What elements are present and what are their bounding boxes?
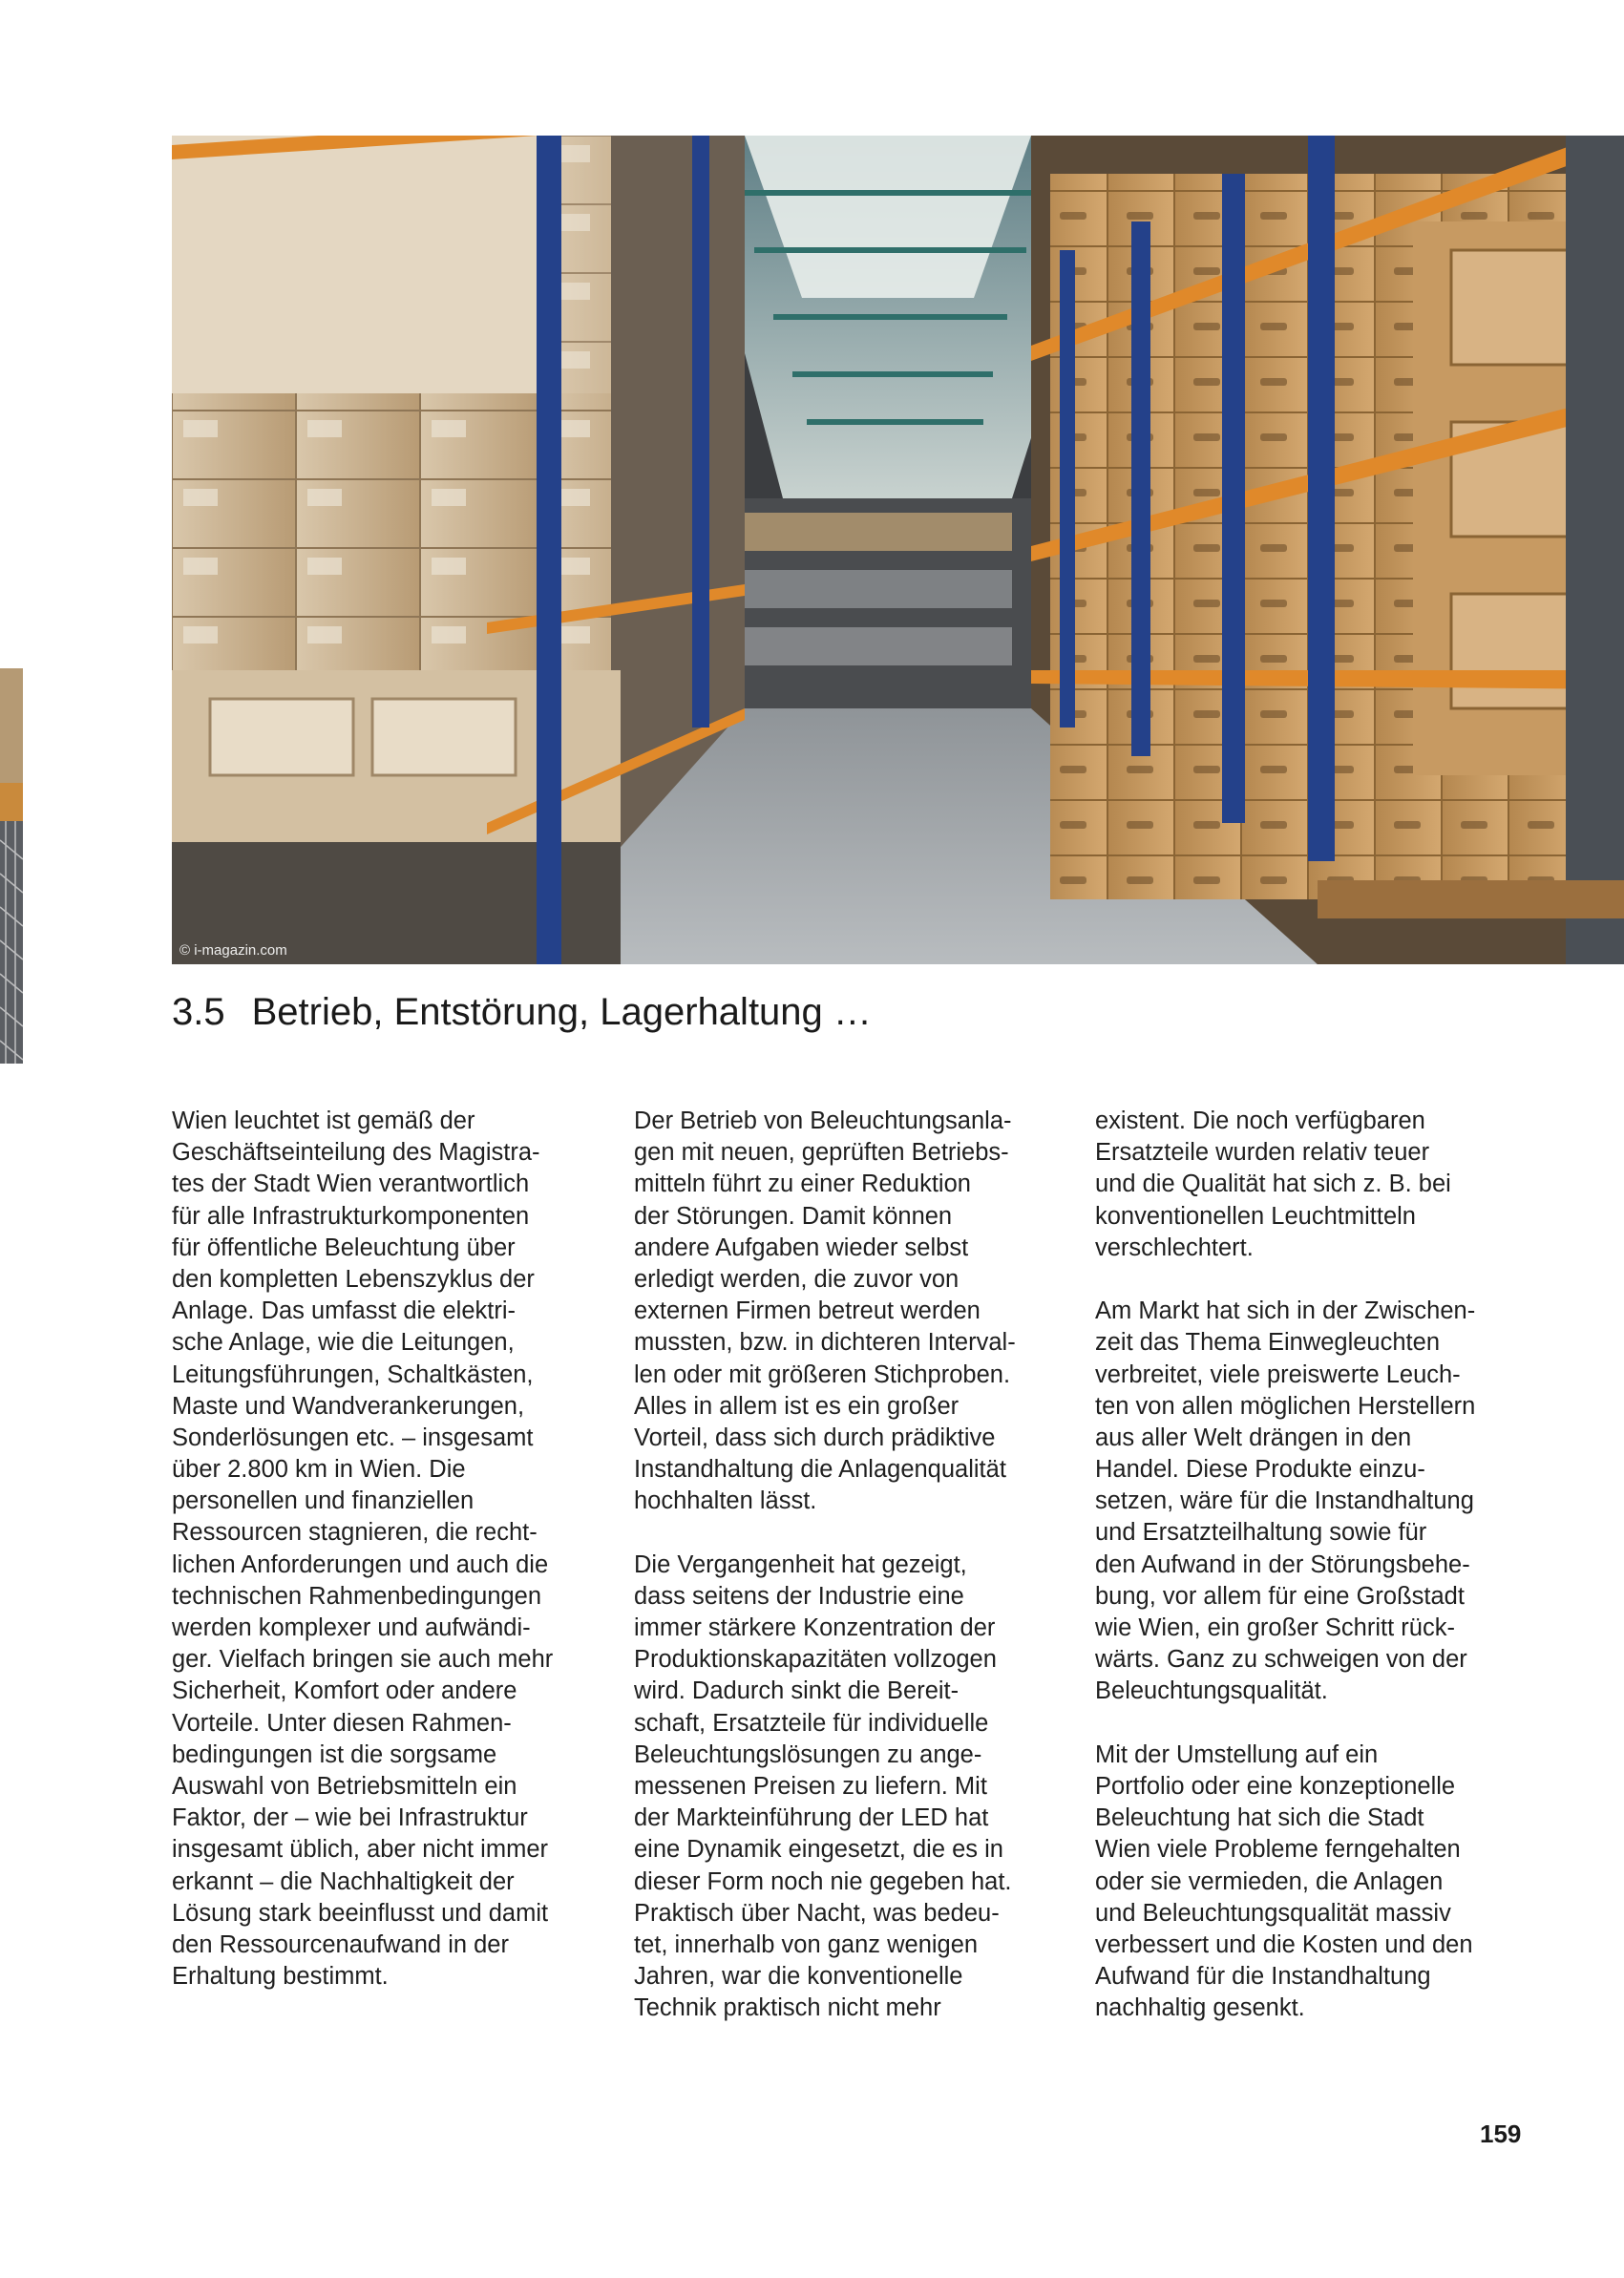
body-text-line: Vorteile. Unter diesen Rahmen-: [172, 1709, 512, 1737]
body-text-line: Beleuchtung hat sich die Stadt: [1095, 1804, 1424, 1832]
body-text-line: erkannt – die Nachhaltigkeit der: [172, 1867, 515, 1895]
body-text-line: Sonderlösungen etc. – insgesamt: [172, 1424, 534, 1451]
body-text-line: den Ressourcenaufwand in der: [172, 1930, 509, 1958]
body-text-line: Am Markt hat sich in der Zwischen-: [1095, 1297, 1476, 1325]
body-text-line: personellen und finanziellen: [172, 1487, 475, 1515]
text-column-3: [1095, 1106, 1525, 2024]
body-text-line: Leitungsführungen, Schaltkästen,: [172, 1360, 534, 1388]
text-column-1: [172, 1106, 601, 1993]
body-text-line: sche Anlage, wie die Leitungen,: [172, 1329, 515, 1357]
body-text-line: wärts. Ganz zu schweigen von der: [1095, 1646, 1467, 1674]
body-text-line: den kompletten Lebenszyklus der: [172, 1265, 535, 1293]
body-text-line: Anlage. Das umfasst die elektri-: [172, 1297, 516, 1325]
body-text-line: Vorteil, dass sich durch prädiktive: [634, 1424, 996, 1451]
body-text-line: Alles in allem ist es ein großer: [634, 1392, 960, 1420]
body-text-line: aus aller Welt drängen in den: [1095, 1424, 1412, 1451]
body-text-line: Handel. Diese Produkte einzu-: [1095, 1456, 1425, 1484]
body-text-line: Technik praktisch nicht mehr: [634, 1994, 941, 2022]
body-text-line: über 2.800 km in Wien. Die: [172, 1456, 466, 1484]
body-text-line: Wien viele Probleme ferngehalten: [1095, 1836, 1461, 1864]
body-text-line: oder sie vermieden, die Anlagen: [1095, 1867, 1444, 1895]
paragraph-gap: [1095, 1264, 1525, 1296]
body-text-line: zeit das Thema Einwegleuchten: [1095, 1329, 1440, 1357]
body-text-line: Produktionskapazitäten vollzogen: [634, 1646, 997, 1674]
body-text-line: len oder mit größeren Stichproben.: [634, 1360, 1011, 1388]
body-text-line: Ersatzteile wurden relativ teuer: [1095, 1139, 1430, 1167]
body-text-line: Mit der Umstellung auf ein: [1095, 1740, 1379, 1768]
body-text-line: insgesamt üblich, aber nicht immer: [172, 1836, 548, 1864]
body-text-line: andere Aufgaben wieder selbst: [634, 1234, 969, 1261]
body-text-line: Maste und Wandverankerungen,: [172, 1392, 525, 1420]
body-text-line: verbessert und die Kosten und den: [1095, 1930, 1473, 1958]
body-text-line: für öffentliche Beleuchtung über: [172, 1234, 516, 1261]
body-text-line: bung, vor allem für eine Großstadt: [1095, 1582, 1465, 1610]
body-text-line: Geschäftseinteilung des Magistra-: [172, 1139, 540, 1167]
body-text-line: Die Vergangenheit hat gezeigt,: [634, 1550, 967, 1578]
body-text-line: verschlechtert.: [1095, 1234, 1254, 1261]
body-text-line: konventionellen Leuchtmitteln: [1095, 1202, 1416, 1230]
text-column-2: [634, 1106, 1064, 2024]
body-text-line: technischen Rahmenbedingungen: [172, 1582, 542, 1610]
body-text-line: ten von allen möglichen Herstellern: [1095, 1392, 1476, 1420]
body-text-line: messenen Preisen zu liefern. Mit: [634, 1772, 987, 1800]
body-text-line: tet, innerhalb von ganz wenigen: [634, 1930, 979, 1958]
section-heading: [172, 991, 872, 1034]
body-text-line: den Aufwand in der Störungsbehe-: [1095, 1550, 1470, 1578]
body-text-line: Jahren, war die konventionelle: [634, 1963, 963, 1991]
body-text-line: Faktor, der – wie bei Infrastruktur: [172, 1804, 528, 1832]
body-text-line: und Beleuchtungsqualität massiv: [1095, 1899, 1451, 1927]
body-text-line: und Ersatzteilhaltung sowie für: [1095, 1519, 1427, 1547]
body-text-line: schaft, Ersatzteile für individuelle: [634, 1709, 989, 1737]
body-text-line: wird. Dadurch sinkt die Bereit-: [634, 1677, 960, 1705]
page-number: 159: [1480, 2120, 1522, 2148]
body-text-line: setzen, wäre für die Instandhaltung: [1095, 1487, 1474, 1515]
body-text-line: ger. Vielfach bringen sie auch mehr: [172, 1646, 554, 1674]
body-text-line: und die Qualität hat sich z. B. bei: [1095, 1171, 1451, 1198]
body-text-line: der Störungen. Damit können: [634, 1202, 953, 1230]
body-text-line: gen mit neuen, geprüften Betriebs-: [634, 1139, 1009, 1167]
section-title: Betrieb, Entstörung, Lagerhaltung …: [251, 991, 872, 1033]
section-number: 3.5: [172, 991, 225, 1033]
adjacent-page-photo-strip: [0, 668, 23, 1064]
body-text-line: existent. Die noch verfügbaren: [1095, 1107, 1425, 1134]
body-text-line: der Markteinführung der LED hat: [634, 1804, 989, 1832]
body-text-line: immer stärkere Konzentration der: [634, 1614, 996, 1641]
body-text-line: Auswahl von Betriebsmitteln ein: [172, 1772, 517, 1800]
body-text-line: Der Betrieb von Beleuchtungsanla-: [634, 1107, 1012, 1134]
body-text-line: Aufwand für die Instandhaltung: [1095, 1963, 1431, 1991]
body-text-line: dass seitens der Industrie eine: [634, 1582, 964, 1610]
body-text-line: Praktisch über Nacht, was bedeu-: [634, 1899, 1000, 1927]
body-text-line: eine Dynamik eingesetzt, die es in: [634, 1836, 1003, 1864]
body-text-line: mussten, bzw. in dichteren Interval-: [634, 1329, 1016, 1357]
body-text-line: Beleuchtungsqualität.: [1095, 1677, 1328, 1705]
body-text-line: mitteln führt zu einer Reduktion: [634, 1171, 971, 1198]
body-text-line: für alle Infrastrukturkomponenten: [172, 1202, 530, 1230]
body-text-line: Lösung stark beeinflusst und damit: [172, 1899, 549, 1927]
body-text-line: Instandhaltung die Anlagenqualität: [634, 1456, 1006, 1484]
body-text-line: nachhaltig gesenkt.: [1095, 1994, 1305, 2022]
body-text-line: tes der Stadt Wien verantwortlich: [172, 1171, 530, 1198]
body-text-line: bedingungen ist die sorgsame: [172, 1740, 497, 1768]
body-text-line: Erhaltung bestimmt.: [172, 1963, 389, 1991]
body-text-line: Wien leuchtet ist gemäß der: [172, 1107, 475, 1134]
body-text-line: wie Wien, ein großer Schritt rück-: [1095, 1614, 1455, 1641]
photo-credit: © i-magazin.com: [179, 942, 287, 959]
body-text-line: Portfolio oder eine konzeptionelle: [1095, 1772, 1456, 1800]
body-text-line: dieser Form noch nie gegeben hat.: [634, 1867, 1012, 1895]
body-text-line: erledigt werden, die zuvor von: [634, 1265, 960, 1293]
warehouse-photo: [172, 136, 1624, 964]
body-text-line: lichen Anforderungen und auch die: [172, 1550, 549, 1578]
body-text-line: werden komplexer und aufwändi-: [172, 1614, 531, 1641]
paragraph-gap: [634, 1517, 1064, 1549]
body-text-line: Beleuchtungslösungen zu ange-: [634, 1740, 982, 1768]
paragraph-gap: [1095, 1708, 1525, 1740]
body-text-line: verbreitet, viele preiswerte Leuch-: [1095, 1360, 1461, 1388]
body-text-line: externen Firmen betreut werden: [634, 1297, 981, 1325]
body-text-line: Ressourcen stagnieren, die recht-: [172, 1519, 538, 1547]
body-text-line: Sicherheit, Komfort oder andere: [172, 1677, 517, 1705]
body-text-line: hochhalten lässt.: [634, 1487, 817, 1515]
